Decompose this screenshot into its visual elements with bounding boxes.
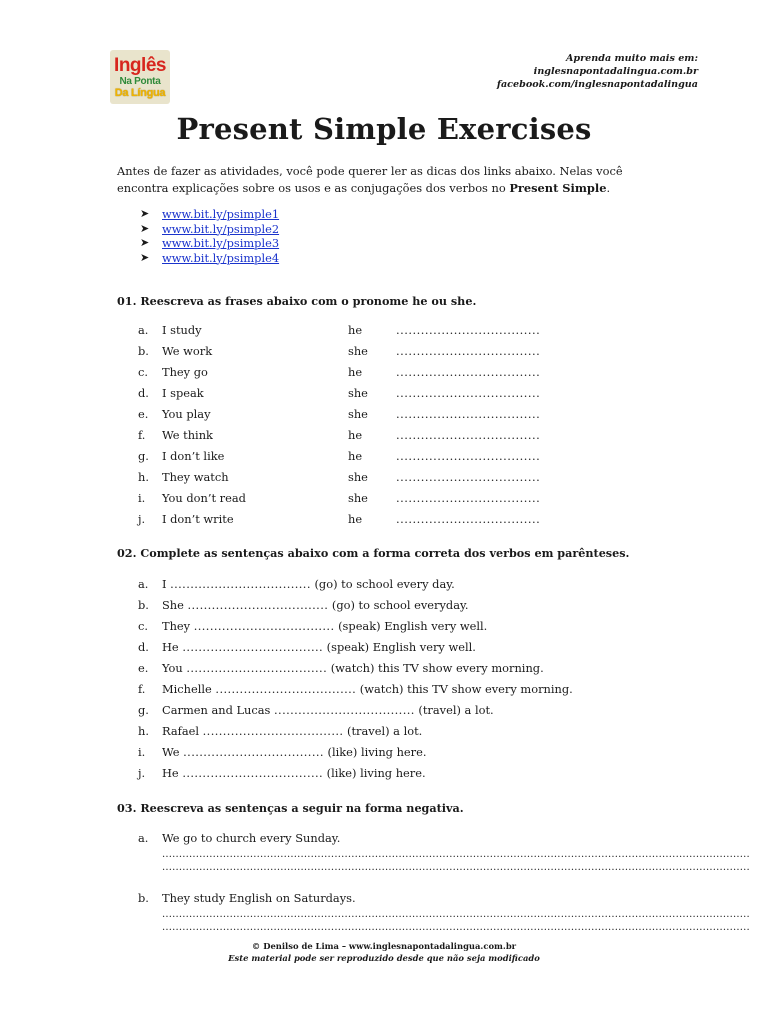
footer-copyright: © Denilso de Lima – www.inglesnapontadalingua.com.br <box>251 941 517 951</box>
item-rest: (travel) a lot. <box>347 724 423 738</box>
logo-line-1: Inglês <box>114 54 166 76</box>
exercise-2-item <box>138 763 573 784</box>
item-sentence: You don’t read <box>162 491 246 505</box>
item-pronoun: he <box>348 449 363 463</box>
answer-blank: ................................... <box>170 577 311 591</box>
exercise-1-list <box>138 320 541 530</box>
exercise-1-item <box>138 341 541 362</box>
item-subject: Michelle <box>162 682 212 696</box>
header-facebook: facebook.com/inglesnapontadalingua <box>496 79 698 90</box>
exercise-2-list <box>138 574 573 784</box>
item-subject: Carmen and Lucas <box>162 703 271 717</box>
exercise-1-item <box>138 488 541 509</box>
exercise-3-title: 03. Reescreva as sentenças a seguir na forma negativa. <box>117 801 464 815</box>
item-letter: f. <box>138 682 146 696</box>
exercise-2-item <box>138 658 573 679</box>
answer-blank: ................................... <box>396 470 541 484</box>
answer-line: .............................................................................................................................................................................. <box>162 862 750 873</box>
answer-line: .............................................................................................................................................................................. <box>162 922 750 933</box>
item-letter: f. <box>138 428 146 442</box>
logo-line-3: Da Língua <box>114 86 166 99</box>
item-letter: d. <box>138 386 149 400</box>
intro-paragraph <box>117 163 657 197</box>
exercise-2-item <box>138 742 573 763</box>
arrow-bullet-icon: ➤ <box>140 250 150 264</box>
answer-blank: ................................... <box>183 745 324 759</box>
item-sentence: I study <box>162 323 202 337</box>
exercise-3-row <box>138 828 650 848</box>
item-letter: j. <box>138 512 146 526</box>
item-letter: a. <box>138 577 149 591</box>
answer-blank: ................................... <box>187 598 329 612</box>
item-letter: e. <box>138 661 149 675</box>
exercise-2-item <box>138 679 573 700</box>
item-sentence: We go to church every Sunday. <box>162 831 341 845</box>
arrow-bullet-icon: ➤ <box>140 207 150 220</box>
item-pronoun: he <box>348 323 363 337</box>
logo-line-2: Na Ponta <box>119 75 161 87</box>
page-title: Present Simple Exercises <box>176 112 592 146</box>
item-rest: (go) to school everyday. <box>331 598 469 612</box>
item-sentence: They study English on Saturdays. <box>162 891 356 905</box>
item-pronoun: he <box>348 428 363 442</box>
answer-blank: ................................... <box>396 407 541 421</box>
item-pronoun: she <box>348 470 368 484</box>
item-rest: (watch) this TV show every morning. <box>359 682 573 696</box>
item-rest: (travel) a lot. <box>418 703 494 717</box>
link-psimple2[interactable]: www.bit.ly/psimple2 <box>162 221 280 236</box>
item-subject: We <box>162 745 180 759</box>
header-line-1: Aprenda muito mais em: <box>565 53 698 64</box>
link-item <box>140 222 279 237</box>
link-psimple4[interactable]: www.bit.ly/psimple4 <box>162 250 280 265</box>
item-letter: b. <box>138 598 149 612</box>
item-pronoun: he <box>348 512 363 526</box>
answer-blank: ................................... <box>396 344 541 358</box>
intro-text: Antes de fazer as atividades, você pode querer ler as dicas dos links abaixo. Nelas você encontra explicações sobre os usos e as conjugações dos verbos no <box>117 164 623 195</box>
exercise-2-item <box>138 616 573 637</box>
exercise-1-title: 01. Reescreva as frases abaixo com o pronome he ou she. <box>117 294 477 308</box>
item-subject: Rafael <box>162 724 200 738</box>
header-info <box>497 52 698 91</box>
item-letter: h. <box>138 470 149 484</box>
item-pronoun: he <box>348 365 363 379</box>
exercise-2-item <box>138 595 573 616</box>
item-letter: c. <box>138 365 149 379</box>
item-rest: (watch) this TV show every morning. <box>330 661 544 675</box>
exercise-1-item <box>138 362 541 383</box>
exercise-1-item <box>138 425 541 446</box>
item-letter: b. <box>138 344 149 358</box>
exercise-3-list <box>138 828 750 948</box>
item-pronoun: she <box>348 344 368 358</box>
exercise-3-item <box>138 828 750 874</box>
item-subject: He <box>162 640 179 654</box>
exercise-2-item <box>138 637 573 658</box>
item-rest: (speak) English very well. <box>338 619 488 633</box>
answer-blank: ................................... <box>202 724 344 738</box>
item-subject: You <box>162 661 183 675</box>
footer-license: Este material pode ser reproduzido desde que não seja modificado <box>228 953 540 963</box>
exercise-3-item <box>138 888 750 934</box>
item-sentence: I don’t write <box>162 512 234 526</box>
item-sentence: You play <box>162 407 211 421</box>
item-subject: She <box>162 598 184 612</box>
item-rest: (like) living here. <box>327 745 427 759</box>
item-letter: c. <box>138 619 149 633</box>
answer-blank: ................................... <box>274 703 415 717</box>
item-letter: i. <box>138 491 146 505</box>
exercise-3-row <box>138 888 650 908</box>
answer-line: .............................................................................................................................................................................. <box>162 849 750 860</box>
item-sentence: I don’t like <box>162 449 225 463</box>
exercise-1-item <box>138 320 541 341</box>
item-letter: e. <box>138 407 149 421</box>
item-subject: He <box>162 766 179 780</box>
answer-blank: ................................... <box>396 491 541 505</box>
item-rest: (speak) English very well. <box>326 640 476 654</box>
intro-end: . <box>606 181 611 195</box>
item-sentence: They go <box>162 365 208 379</box>
exercise-1-item <box>138 383 541 404</box>
answer-blank: ................................... <box>396 428 541 442</box>
arrow-bullet-icon: ➤ <box>140 221 150 235</box>
item-letter: a. <box>138 323 149 337</box>
item-subject: They <box>162 619 191 633</box>
exercise-1-item <box>138 467 541 488</box>
answer-blank: ................................... <box>215 682 357 696</box>
brand-logo <box>110 50 170 104</box>
item-sentence: We work <box>162 344 213 358</box>
exercise-2-item <box>138 721 573 742</box>
item-pronoun: she <box>348 386 368 400</box>
item-sentence: We think <box>162 428 213 442</box>
item-letter: g. <box>138 449 149 463</box>
answer-blank: ................................... <box>396 365 541 379</box>
link-psimple1[interactable]: www.bit.ly/psimple1 <box>162 207 280 221</box>
answer-blank: ................................... <box>182 640 324 654</box>
answer-blank: ................................... <box>193 619 335 633</box>
item-letter: b. <box>138 891 149 905</box>
arrow-bullet-icon: ➤ <box>140 236 150 249</box>
links-list <box>140 207 279 265</box>
link-item <box>140 251 279 266</box>
exercise-2-item <box>138 700 573 721</box>
item-rest: (like) living here. <box>326 766 426 780</box>
link-item <box>140 236 279 251</box>
item-letter: d. <box>138 640 149 654</box>
item-sentence: I speak <box>162 386 204 400</box>
item-letter: j. <box>138 766 146 780</box>
exercise-1-item <box>138 509 541 530</box>
item-letter: g. <box>138 703 149 717</box>
item-pronoun: she <box>348 407 368 421</box>
item-rest: (go) to school every day. <box>314 577 455 591</box>
exercise-2-title: 02. Complete as sentenças abaixo com a forma correta dos verbos em parênteses. <box>117 546 630 560</box>
item-subject: I <box>162 577 167 591</box>
item-letter: h. <box>138 724 149 738</box>
link-item <box>140 207 279 222</box>
answer-blank: ................................... <box>186 661 328 675</box>
answer-blank: ................................... <box>396 323 541 337</box>
answer-blank: ................................... <box>182 766 324 780</box>
exercise-1-item <box>138 446 541 467</box>
item-sentence: They watch <box>162 470 229 484</box>
page-footer <box>0 940 768 964</box>
answer-blank: ................................... <box>396 386 541 400</box>
exercise-1-item <box>138 404 541 425</box>
link-psimple3[interactable]: www.bit.ly/psimple3 <box>162 236 280 250</box>
item-pronoun: she <box>348 491 368 505</box>
item-letter: i. <box>138 745 146 759</box>
item-letter: a. <box>138 831 149 845</box>
intro-bold-term: Present Simple <box>509 181 607 195</box>
answer-line: .............................................................................................................................................................................. <box>162 909 750 920</box>
header-website: inglesnapontadalingua.com.br <box>533 66 698 77</box>
answer-blank: ................................... <box>396 512 541 526</box>
exercise-2-item <box>138 574 573 595</box>
answer-blank: ................................... <box>396 449 541 463</box>
